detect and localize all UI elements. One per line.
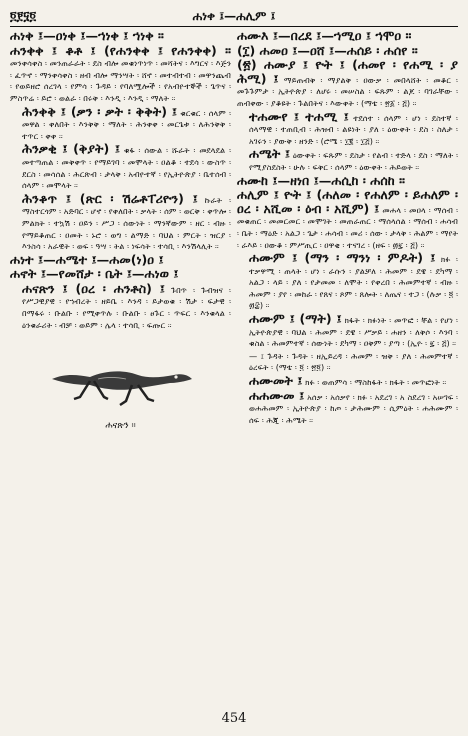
entry-headword: (፳) ሐሙያ ፤ ዮት ፤ (ሐመየ ፡ የሐሚ ፡ ያ ሕሚ) ፤ [237, 57, 458, 86]
left-column [10, 30, 231, 720]
entry-headword: ሐሙም ፤ (ማት) ፤ [249, 311, 342, 327]
page-number: 454 [221, 711, 247, 726]
dictionary-entry [237, 375, 458, 389]
entry-headword: (፲) ሐመዐ ፤—ዐሸ ፤—ሐሰይ ፡ ሐሰየ ። [237, 42, 418, 58]
entry-headword: ሕንቆጥ ፤ (ጽር ፡ ሽሬቶፐሪዮን) ፤ [22, 190, 198, 206]
entry-definition: — ፤ ጉዳት ፡ ጉዳት ፡ ዘኢይረዳ ፡ ሕመም ፡ ዝቅ ፡ ያለ ፡ ሕመምተኛ ፡ ዕረፍት ፡ (ማቴ ፡ ፬ ፡ ፳፬) ። [249, 350, 458, 373]
entry-headword: ሐሙመት ፤ [249, 373, 303, 389]
dictionary-entry [237, 172, 458, 189]
entry-definition: ኩራት ፡ ማስተርጎም ፡ አድባር ፡ ሆኖ ፡ የቀለበት ፡ ቃላት ፡ ሰም ፡ ወርቅ ፡ ቀጥሎ ፡ ምልክት ፡ ተኳሽ ፡ ዐይን ፡ ሥጋ ፡ ሰውነት ፡ ማንኛውም ፡ ዘር ፡ ብዙ ፡ የማይቆጠር ፡ ዐመት ፡ ኑሮ ፡ ወግ ፡ ልማድ ፡ ባህል ፡ ምርት ፡ ዝርያ ፡ እንስሳ ፡ አራዊት ፡ ወፍ ፡ ዓሣ ፡ ትል ፡ ነፍሳት ፡ ተሳቢ ፡ እንሽላሊት ። [22, 194, 231, 252]
dictionary-entry [237, 148, 458, 173]
dictionary-entry [237, 313, 458, 350]
dictionary-entry [237, 351, 458, 374]
lizard-illustration [46, 339, 196, 419]
entry-definition: ማይጠብቅ ፡ ማያልቅ ፡ ዐውቃ ፡ መበላሸት ፡ መቆር ፡ መጉጉምታ ፡ ኢትዮጵያ ፡ ለሆሩ ፡ መሠስል ፡ ፍጹም ፡ ልጆ ፡ ባገራቸው ፡ ጠብቀው ፡ ያቆዩት ፡ ጉልበትና ፡ እውቀት ፡ (ማቴ ፡ ፳፩ ፡ ፭) ። [237, 74, 458, 108]
entry-definition: ክፉ ፡ ተቃዋሚ ፡ ጠላት ፡ ሆነ ፡ ራሱን ፡ ያልቻለ ፡ ሕመም ፡ ደዌ ፡ ደካማ ፡ አልጋ ፡ ላይ ፡ ያለ ፡ የታመመ ፡ ለሞት ፡ የቀረበ ፡ ሕመምተኛ ፡ ብዙ ፡ ሕመም ፡ ያየ ፡ መከራ ፡ የጸና ፡ ጾም ፡ ጸሎት ፡ ለጤና ፡ ተጋ ፡ (ሉቃ ፡ ፬ ፡ ፴፰) ። [249, 254, 458, 311]
right-column [237, 30, 458, 720]
entry-definition: ተደሰተ ፡ ሰላም ፡ ሆነ ፡ ደስተኛ ፡ ሰላማዊ ፡ ተጠቢብ ፡ ሕዝብ ፡ ልዩነት ፡ ያለ ፡ ዕውቀት ፡ ደስ ፡ ስለታ ፡ አገሩን ፡ ያውቅ ፡ ዘንድ ፡ (ሮሜ ፡ ፲፪ ፡ ፲፭) ። [249, 112, 458, 146]
running-header [10, 6, 458, 27]
entry-headword: ሐሙእ ፤—በረደ ፤—ኀሚዐ ፤ ኀሞዐ ። [237, 30, 412, 43]
entry-headword: ሐሙከ ፤—ዘነበ ፤—ሐሲከ ፡ ሐሰከ ። [237, 172, 405, 188]
entry-headword: ሐንቀቀ ፤ ቆቶ ፤ (የሐንቀቀ ፤ የሐንቀቀ) ። [10, 42, 231, 58]
dictionary-entry [10, 268, 231, 282]
entry-headword: ሐናጽን ፤ (ዐረ ፡ ሐንቶስ) ፤ [22, 280, 165, 296]
entry-definition: ክፉ ፡ ወጠምሳ ፡ ማስከፋት ፡ ክፋት ፡ መጥፎነት ። [305, 377, 447, 388]
entry-definition: መሐላ ፡ መዐላ ፡ ማሰብ ፡ መቁጠር ፡ መመርመር ፡ መሞገት ፡ መጠራጠር ፡ ማሰላሰል ፡ ማሰብ ፡ ሐሳብ ፡ ቤት ፡ ማዕድ ፡ አልጋ ፡ ጌታ ፡ ሐሳብ ፡ መሪ ፡ ሰው ፡ ታላቅ ፡ ሕልም ፡ ማየት ፡ ራእይ ፡ ዐውቆ ፡ ምሥጢር ፡ ዐዋቂ ፡ ተናገረ ፡ (ዘፍ ፡ ፴፯ ፡ ፭) ። [237, 204, 458, 250]
entry-headword: ሐነተ ፤—ሐሜተ ፤—ሐመ(ነ)ዐ ፤ [10, 251, 164, 267]
entry-headword: ሕንቃቂ ፤ (ቅያት) ፤ [22, 141, 121, 157]
entry-headword: ሐሙም ፤ (ማን ፡ ማንነ ፡ ምዶት) ፤ [249, 250, 436, 266]
ethiopic-page-number: ፬፻፶፬ [10, 9, 37, 23]
entry-definition: አሰቃ ፡ አሰቃየ ፡ ክፉ ፡ አደረገ ፡ አ ስደረገ ፡ አሠገፍ ፡ ወሐሕመም ፡ ኢትዮጵያ ፡ ከጦ ፡ ታሕሙም ፡ ሲምዕት ፡ ሐሕሙም ፡ ሰፍ ፡ ሕጂ ፡ ሕሜት ። [249, 391, 458, 425]
entry-definition: ጉበጥ ፡ ጉብዝና ፡ የሥጋዊያዊ ፡ የኀብረት ፡ ዘይቤ ፡ እንዳ ፡ ይታወቁ ፡ ሽታ ፡ ፍታዊ ፡ በማፋሩ ፡ ቡልቡ ፡ የሚቀጥሉ ፡ ቡልቡ ፡ ፀጉር ፡ ጥፍር ፡ እንቁላል ፡ ዕንቁራሪት ፡ ብቻ ፡ ወይም ፡ ሌላ ፡ ተሳቢ ፡ ፍጡር ። [22, 284, 231, 330]
entry-headword: ተሐሙየ ፤ ተሐሚ ፤ [249, 108, 349, 124]
entry-definition: ዕውቀት ፡ ፍጹም ፡ ደስታ ፡ የልብ ፡ ተድላ ፡ ደስ ፡ ማለት ፡ የሚያስደስት ፡ ሁሉ ፡ ፍቅር ፡ ሰላም ፡ ዕውቀት ፡ ሕይወት ። [249, 150, 458, 172]
dictionary-entry [10, 190, 231, 253]
entry-headword: ሐነቀ ፤—ዐነቀ ፤—ኀነቀ ፤ ኀነቀ ። [10, 30, 164, 43]
dictionary-entry [237, 252, 458, 312]
entry-headword: ሐሜት ፤ [249, 146, 291, 162]
dictionary-entry [237, 42, 458, 59]
entry-definition: ቁርቁር ፡ ሰላም ፡ መዋል ፡ ቀለበት ፡ እንቅቅ ፡ ማለት ፡ ሕንቀቀ ፡ መርጌቱ ፡ ለሕንቅቅ ፡ ተጥር ፡ ቀቀ ። [22, 107, 231, 141]
dictionary-entry [10, 280, 231, 331]
entry-headword: ሐሐሙመ ፤ [249, 387, 305, 403]
dictionary-entry [237, 108, 458, 148]
dictionary-entry [237, 30, 458, 44]
dictionary-entry [10, 103, 231, 143]
left-entries [10, 30, 231, 331]
dictionary-entry [237, 59, 458, 109]
lizard-figure [10, 339, 231, 431]
figure-caption: ሐናጽን ። [105, 421, 136, 432]
entry-definition: መንቀሳቀስ ፡ መንጠራራት ፡ ደስ ብሎ መቁነጥነጥ ፡ መሻትና ፡ እግርና ፡ እጅን ፡ ፈጥኖ ፡ ማንቀሳቀስ ፡ ዘብ ብሎ ማንሣት ፡ ሸኖ ፡ መተብተብ ፡ መዋንጨብ ፡ የወይዘሮ ሰረገላ ፡ የምሳ ፡ ጉዳይ ፡ የባለሟሎች ፡ የአብዮተኞች ፡ ጌጥና ፡ ምስጥሬ ፡ ይሮ ፡ ወልራ ፡ በሩቅ ፡ እንዲ ፡ እንዲ ፡ ማለት ። [10, 58, 231, 103]
entry-headword: ሐሊም ፤ ዮት ፤ (ሐለመ ፡ የሐለም ፡ ይሐለም ፡ ዐረ ፡ አሺመ ፡ ዕብ ፡ አሺም) ፤ [237, 187, 458, 216]
running-title: ሐነቀ ፤—ሐሊም ፤ [192, 9, 276, 23]
entry-headword: ሐኖት ፤—የመሸታ ፡ ቤት ፤—ሐነወ ፤ [10, 266, 179, 282]
dictionary-entry [10, 251, 231, 268]
entry-definition: ቁፋ ፡ ሰውል ፡ ሹራት ፡ መደላደል ፡ መተጣጠል ፡ መቅቀጥ ፡ የማይገባ ፡ መሞላት ፡ ዐልቆ ፡ ተደሳ ፡ ውስጥ ፡ ደርስ ፡ መሳሰል ፡ ሕርጽብ ፡ ታላቅ ፡ አብዮተኛ ፡ የኢትዮጵያ ፡ ቤተሰብ ፡ ሰላም ፡ መሞላት ። [22, 145, 231, 191]
entry-headword: ሕንቀቅ ፤ (ቃን ፡ ቃት ፡ ቅቅት) ፤ [22, 103, 178, 119]
right-entries [237, 30, 458, 426]
dictionary-entry [10, 30, 231, 44]
dictionary-entry [237, 189, 458, 251]
dictionary-entry [10, 143, 231, 191]
two-column-body [10, 30, 458, 720]
entry-definition: ክፋት ፡ ክፉነት ፡ መጥፎ ፡ ቸል ፡ የሆነ ፡ ኢትዮጵያዊ ፡ ባህል ፡ ሕመም ፡ ደዌ ፡ ሥቃይ ፡ ሐዘን ፡ ለቅሶ ፡ እንባ ፡ ቁስል ፡ ሕመምተኛ ፡ ሰውነት ፡ ደካማ ፡ ዐቅም ፡ ያጣ ፡ (ኢዮ ፡ ፯ ፡ ፭) ። [249, 315, 458, 349]
dictionary-entry [237, 387, 458, 427]
dictionary-entry [10, 42, 231, 105]
